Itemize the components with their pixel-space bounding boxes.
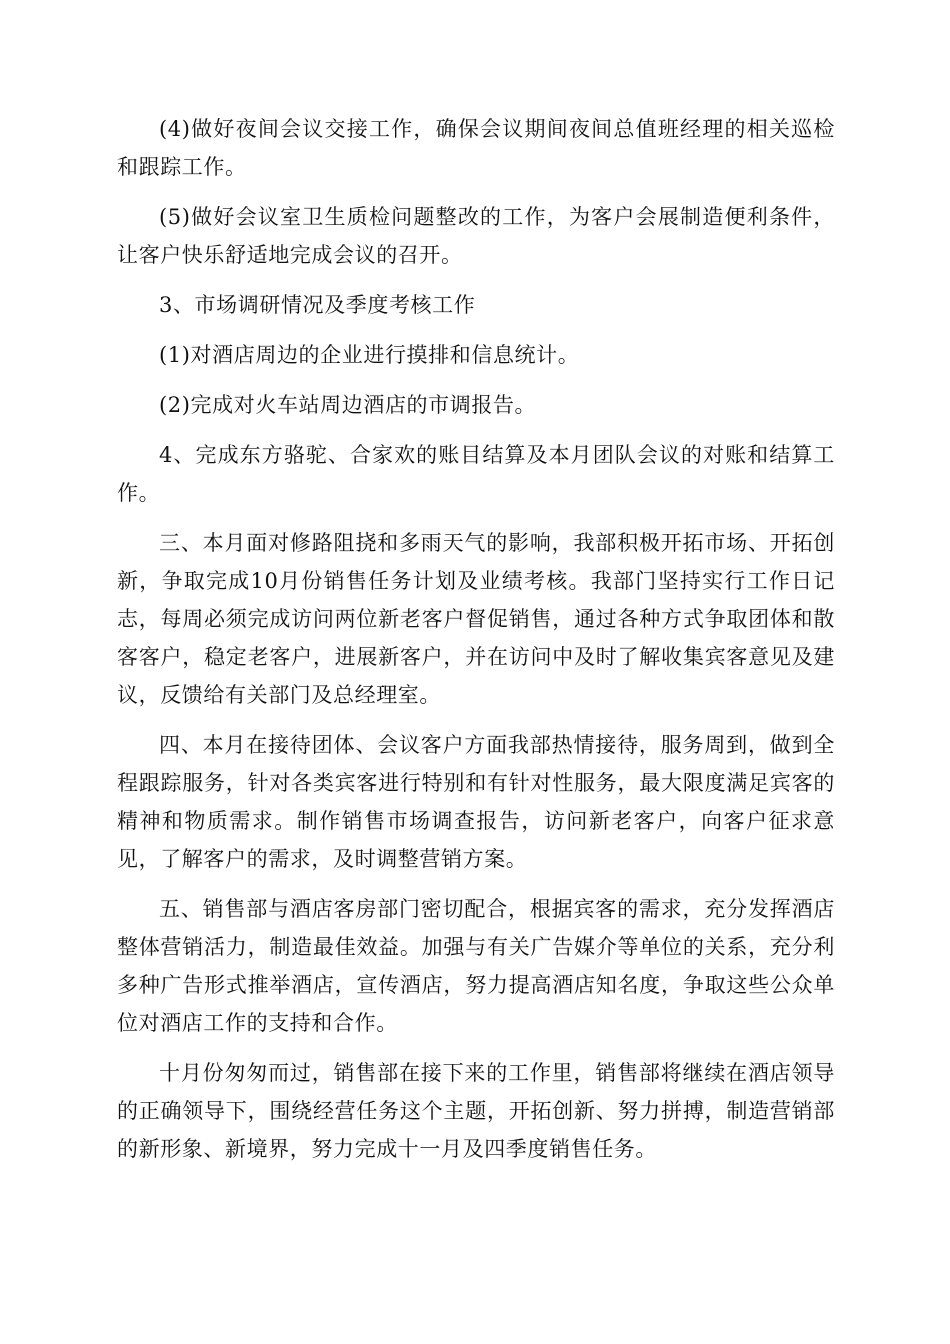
document-body <box>117 110 835 1180</box>
paragraph-section-four: 四、本月在接待团体、会议客户方面我部热情接待，服务周到，做到全程跟踪服务，针对各类宾客进行特别和有针对性服务，最大限度满足宾客的精神和物质需求。制作销售市场调查报告，访问新老客户，向客户征求意见，了解客户的需求，及时调整营销方案。 <box>117 733 835 871</box>
paragraph-station-hotel-report: (2)完成对火车站周边酒店的市调报告。 <box>159 393 537 417</box>
paragraph-meeting-room-hygiene: (5)做好会议室卫生质检问题整改的工作，为客户会展制造便利条件，让客户快乐舒适地完成会议的召开。 <box>117 205 835 267</box>
heading-market-research: 3、市场调研情况及季度考核工作 <box>159 293 476 317</box>
paragraph-account-settlement: 4、完成东方骆驼、合家欢的账目结算及本月团队会议的对账和结算工作。 <box>117 443 835 505</box>
paragraph-enterprise-survey: (1)对酒店周边的企业进行摸排和信息统计。 <box>159 343 580 367</box>
paragraph-conclusion: 十月份匆匆而过，销售部在接下来的工作里，销售部将继续在酒店领导的正确领导下，围绕经营任务这个主题，开拓创新、努力拼搏，制造营销部的新形象、新境界，努力完成十一月及四季度销售任务。 <box>117 1061 835 1161</box>
paragraph-section-three: 三、本月面对修路阻挠和多雨天气的影响，我部积极开拓市场、开拓创新，争取完成10月份销售任务计划及业绩考核。我部门坚持实行工作日记志，每周必须完成访问两位新老客户督促销售，通过各种方式争取团体和散客客户，稳定老客户，进展新客户，并在访问中及时了解收集宾客意见及建议，反馈给有关部门及总经理室。 <box>117 531 835 707</box>
paragraph-night-meeting-handover: (4)做好夜间会议交接工作，确保会议期间夜间总值班经理的相关巡检和跟踪工作。 <box>117 117 835 179</box>
paragraph-section-five: 五、销售部与酒店客房部门密切配合，根据宾客的需求，充分发挥酒店整体营销活力，制造最佳效益。加强与有关广告媒介等单位的关系，充分利多种广告形式推举酒店，宣传酒店，努力提高酒店知名度，争取这些公众单位对酒店工作的支持和合作。 <box>117 897 835 1035</box>
